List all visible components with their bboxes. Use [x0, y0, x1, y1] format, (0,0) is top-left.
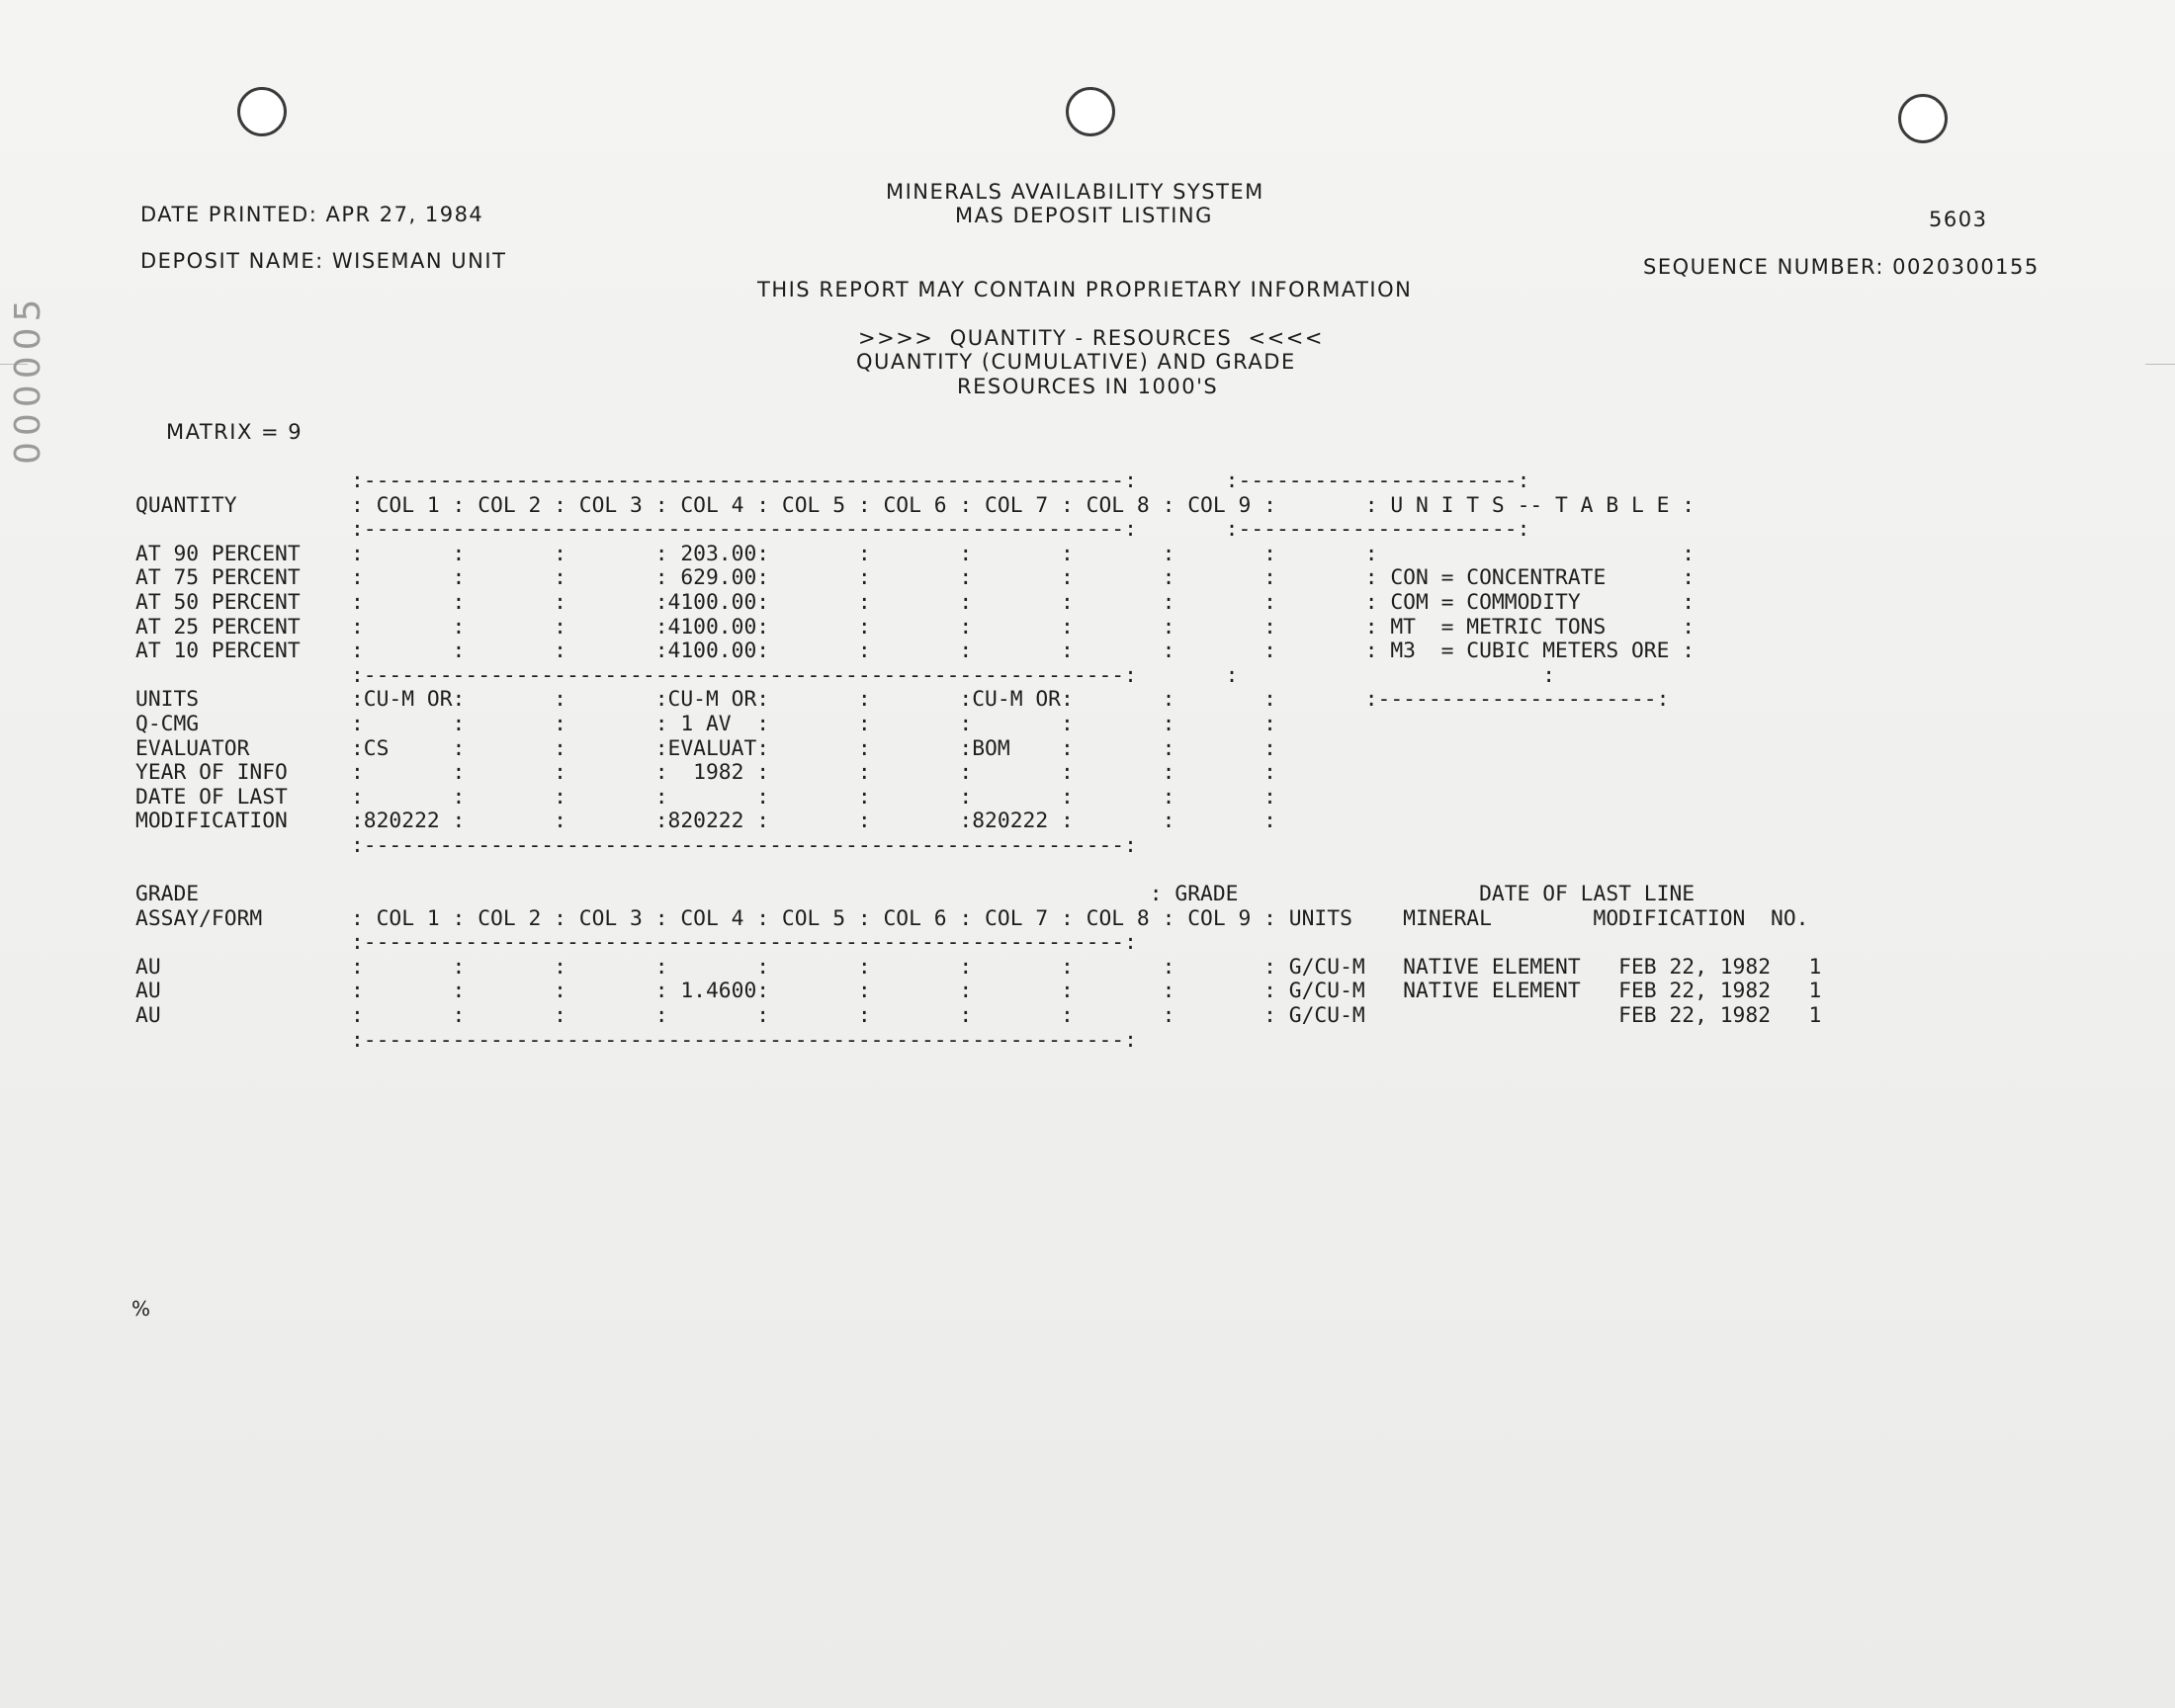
- grade-table-line: ASSAY/FORM : COL 1 : COL 2 : COL 3 : COL 4 : COL 5 : COL 6 : COL 7 : COL 8 : COL 9 : UNITS MINERAL MODIFICATION NO.: [135, 905, 1809, 931]
- page-number: 5603: [1929, 208, 1988, 231]
- quantity-table-line: :------------------------------------------------------------: :----------------------:: [135, 469, 1530, 493]
- quantity-table-line: AT 10 PERCENT : : : :4100.00: : : : : : : M3 = CUBIC METERS ORE :: [135, 639, 1696, 664]
- grade-table-line: AU : : : : 1.4600: : : : : : G/CU-M NATIVE ELEMENT FEB 22, 1982 1: [135, 979, 1822, 1004]
- quantity-table-line: :------------------------------------------------------------: :----------------------:: [135, 517, 1530, 543]
- grade-table-line: :------------------------------------------------------------:: [135, 930, 1137, 956]
- quantity-table-line: :------------------------------------------------------------:: [135, 832, 1137, 858]
- quantity-table-line: AT 50 PERCENT : : : :4100.00: : : : : : : COM = COMMODITY :: [135, 589, 1696, 615]
- section-title: >>>> QUANTITY - RESOURCES <<<<: [858, 326, 1324, 350]
- grade-table-line: AU : : : : : : : : : : G/CU-M NATIVE ELEMENT FEB 22, 1982 1: [135, 954, 1822, 980]
- deposit-name: DEPOSIT NAME: WISEMAN UNIT: [140, 249, 507, 273]
- section-units-note: RESOURCES IN 1000'S: [957, 375, 1219, 398]
- listing-title: MAS DEPOSIT LISTING: [955, 204, 1213, 227]
- section-subtitle: QUANTITY (CUMULATIVE) AND GRADE: [856, 350, 1296, 374]
- quantity-table-line: DATE OF LAST : : : : : : : : : :: [135, 784, 1276, 810]
- right-edge-line: [2145, 364, 2175, 365]
- quantity-table-line: AT 90 PERCENT : : : : 203.00: : : : : : : :: [135, 541, 1696, 566]
- punch-hole-center: [1066, 87, 1115, 136]
- grade-table-line: AU : : : : : : : : : : G/CU-M FEB 22, 1982 1: [135, 1002, 1822, 1028]
- quantity-table: [135, 470, 1695, 859]
- matrix-label: MATRIX = 9: [166, 420, 304, 444]
- system-title: MINERALS AVAILABILITY SYSTEM: [886, 180, 1264, 204]
- punch-hole-right: [1898, 94, 1948, 143]
- proprietary-notice: THIS REPORT MAY CONTAIN PROPRIETARY INFORMATION: [757, 278, 1413, 301]
- grade-table-line: GRADE : GRADE DATE OF LAST LINE: [135, 882, 1696, 906]
- quantity-table-line: MODIFICATION :820222 : : :820222 : : :820222 : : :: [135, 809, 1276, 834]
- footer-mark: %: [131, 1297, 151, 1321]
- punch-hole-left: [237, 87, 287, 136]
- quantity-table-line: YEAR OF INFO : : : : 1982 : : : : : :: [135, 760, 1276, 786]
- grade-table-line: :------------------------------------------------------------:: [135, 1027, 1137, 1053]
- date-printed: DATE PRINTED: APR 27, 1984: [140, 203, 484, 226]
- quantity-table-line: AT 75 PERCENT : : : : 629.00: : : : : : : CON = CONCENTRATE :: [135, 565, 1696, 591]
- quantity-table-line: :------------------------------------------------------------: : :: [135, 662, 1556, 688]
- grade-table: [135, 883, 1821, 1053]
- margin-stamp: 000005: [8, 293, 48, 465]
- quantity-table-line: QUANTITY : COL 1 : COL 2 : COL 3 : COL 4 : COL 5 : COL 6 : COL 7 : COL 8 : COL 9 : : U N I T S -- T A B L E :: [135, 492, 1696, 518]
- quantity-table-line: Q-CMG : : : : 1 AV : : : : : :: [135, 711, 1276, 736]
- sequence-number: SEQUENCE NUMBER: 0020300155: [1643, 255, 2040, 279]
- quantity-table-line: EVALUATOR :CS : : :EVALUAT: : :BOM : : :: [135, 735, 1276, 761]
- quantity-table-line: UNITS :CU-M OR: : :CU-M OR: : :CU-M OR: : : :----------------------:: [135, 687, 1670, 713]
- quantity-table-line: AT 25 PERCENT : : : :4100.00: : : : : : : MT = METRIC TONS :: [135, 614, 1696, 640]
